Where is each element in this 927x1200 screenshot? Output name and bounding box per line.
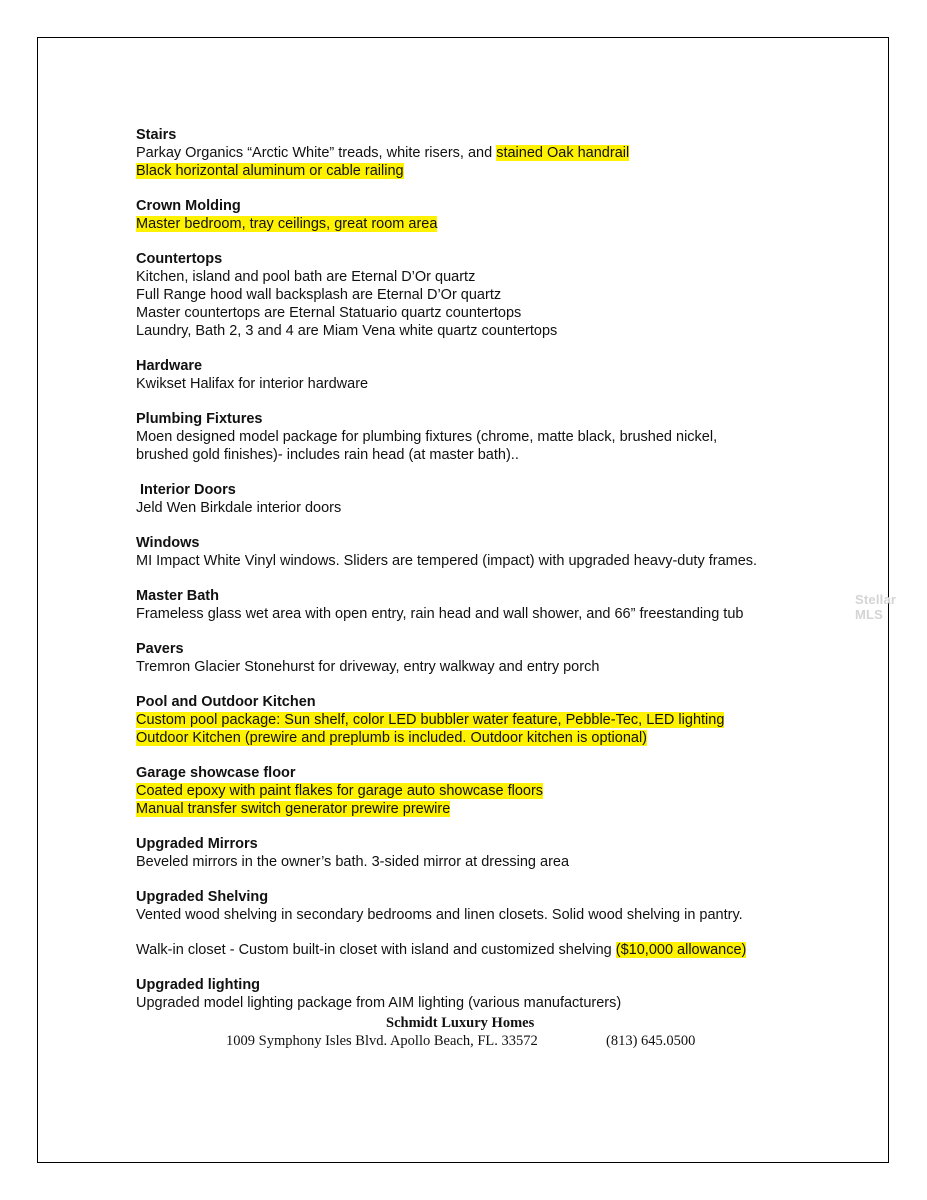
section-line: Jeld Wen Birkdale interior doors (136, 500, 342, 516)
section-line: Frameless glass wet area with open entry, rain head and wall shower, and 66” freestanding tub (136, 606, 744, 622)
highlighted-text: Master bedroom, tray ceilings, great room area (136, 216, 438, 232)
section-heading: Garage showcase floor (136, 765, 296, 781)
section-crown-molding (136, 197, 836, 233)
section-line: Laundry, Bath 2, 3 and 4 are Miam Vena white quartz countertops (136, 323, 558, 339)
section-line: Beveled mirrors in the owner’s bath. 3-sided mirror at dressing area (136, 854, 570, 870)
company-phone: (813) 645.0500 (606, 1033, 696, 1049)
section-upgraded-lighting (136, 976, 836, 1012)
section-upgraded-mirrors (136, 835, 836, 871)
highlighted-text: Manual transfer switch generator prewire prewire (136, 801, 451, 817)
section-walk-in-closet (136, 941, 836, 959)
section-line: Kwikset Halifax for interior hardware (136, 376, 369, 392)
section-heading: Crown Molding (136, 198, 241, 214)
section-heading: Pavers (136, 641, 184, 657)
highlighted-text: Black horizontal aluminum or cable railing (136, 163, 404, 179)
company-name: Schmidt Luxury Homes (386, 1015, 535, 1031)
highlighted-text: Outdoor Kitchen (prewire and preplumb is included. Outdoor kitchen is optional) (136, 730, 647, 746)
company-address: 1009 Symphony Isles Blvd. Apollo Beach, FL. 33572 (226, 1033, 538, 1049)
highlighted-text: ($10,000 allowance) (615, 942, 747, 958)
section-hardware (136, 357, 836, 393)
section-line: Vented wood shelving in secondary bedrooms and linen closets. Solid wood shelving in pantry. (136, 907, 743, 923)
section-heading: Master Bath (136, 588, 219, 604)
section-heading: Countertops (136, 251, 223, 267)
section-line (136, 800, 836, 818)
section-line: Tremron Glacier Stonehurst for driveway, entry walkway and entry porch (136, 659, 600, 675)
section-line (136, 941, 836, 959)
section-line (136, 782, 836, 800)
section-heading: Interior Doors (140, 482, 236, 498)
section-heading: Plumbing Fixtures (136, 411, 263, 427)
section-heading: Pool and Outdoor Kitchen (136, 694, 316, 710)
highlighted-text: stained Oak handrail (496, 145, 630, 161)
section-heading: Stairs (136, 127, 177, 143)
section-interior-doors (136, 481, 836, 517)
highlighted-text: Custom pool package: Sun shelf, color LED bubbler water feature, Pebble-Tec, LED lighting (136, 712, 725, 728)
section-line: brushed gold finishes)- includes rain head (at master bath).. (136, 447, 519, 463)
section-line: Full Range hood wall backsplash are Eternal D’Or quartz (136, 287, 502, 303)
section-line (136, 729, 836, 747)
section-line: MI Impact White Vinyl windows. Sliders are tempered (impact) with upgraded heavy-duty frames. (136, 553, 758, 569)
section-line (136, 711, 836, 729)
section-heading: Upgraded lighting (136, 977, 261, 993)
highlighted-text: Coated epoxy with paint flakes for garage auto showcase floors (136, 783, 544, 799)
section-line (136, 215, 836, 233)
section-upgraded-shelving (136, 888, 836, 924)
section-line: Kitchen, island and pool bath are Eternal D’Or quartz (136, 269, 476, 285)
section-line: Moen designed model package for plumbing fixtures (chrome, matte black, brushed nickel, (136, 429, 718, 445)
section-pavers (136, 640, 836, 676)
section-line: Master countertops are Eternal Statuario quartz countertops (136, 305, 522, 321)
section-stairs (136, 126, 836, 180)
spec-sheet (136, 126, 836, 1029)
section-windows (136, 534, 836, 570)
section-line (136, 144, 836, 162)
section-garage-floor (136, 764, 836, 818)
section-line (136, 162, 836, 180)
section-master-bath (136, 587, 836, 623)
section-heading: Hardware (136, 358, 203, 374)
section-line: Upgraded model lighting package from AIM lighting (various manufacturers) (136, 995, 622, 1011)
section-heading: Upgraded Mirrors (136, 836, 258, 852)
section-countertops (136, 250, 836, 340)
section-heading: Windows (136, 535, 200, 551)
mls-watermark: Stellar MLS (855, 592, 897, 622)
section-plumbing-fixtures (136, 410, 836, 464)
line-text: Parkay Organics “Arctic White” treads, white risers, and (136, 145, 497, 161)
section-pool-outdoor-kitchen (136, 693, 836, 747)
line-text: Walk-in closet - Custom built-in closet with island and customized shelving (136, 942, 616, 958)
section-heading: Upgraded Shelving (136, 889, 269, 905)
